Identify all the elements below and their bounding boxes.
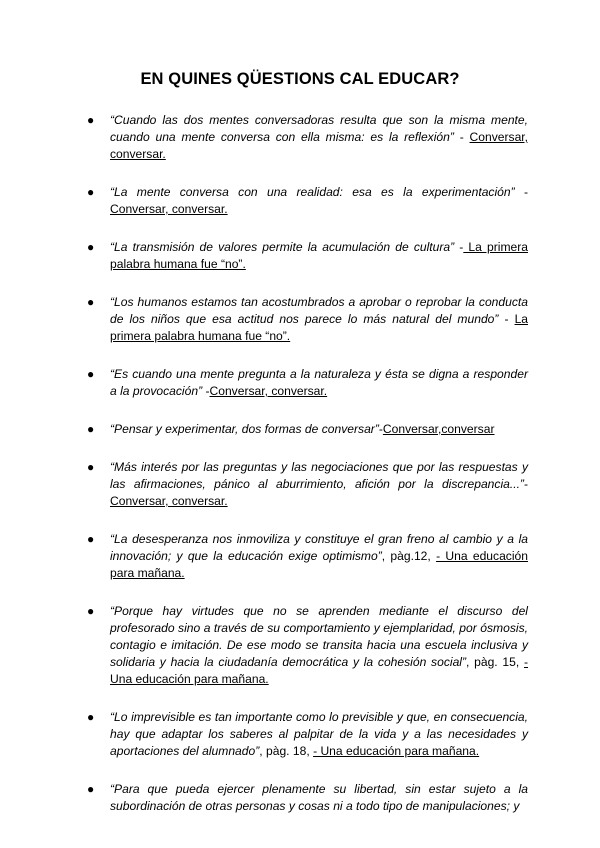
separator: , pàg. 18,	[259, 744, 314, 758]
quote-text: “La desesperanza nos inmoviliza y constituye el gran freno al cambio y a la innovación; y que la educación exige optimismo”	[110, 532, 528, 563]
separator: -	[498, 312, 515, 326]
source-reference: - Una educación para mañana.	[313, 744, 480, 758]
list-item	[87, 531, 528, 582]
separator: , pàg.12,	[381, 549, 437, 563]
list-item	[87, 239, 529, 273]
bullet-icon: ●	[87, 710, 95, 724]
quote-text: “Pensar y experimentar, dos formas de conversar”	[110, 422, 379, 436]
separator: -	[202, 384, 210, 398]
separator: -	[514, 185, 528, 199]
separator: , pàg. 15,	[466, 655, 524, 669]
quote-text: “La transmisión de valores permite la acumulación de cultura”	[110, 240, 455, 254]
bullet-icon: ●	[87, 185, 95, 199]
list-item	[87, 781, 528, 815]
bullet-icon: ●	[87, 240, 95, 254]
separator: -	[454, 240, 464, 254]
bullet-icon: ●	[87, 532, 95, 546]
quote-text: “Lo imprevisible es tan importante como lo previsible y que, en consecuencia, hay que adaptar los saberes al palpitar de la vida y a las necesidades y aportaciones del alumnado”	[110, 710, 528, 758]
separator: -	[523, 477, 528, 491]
source-reference: Conversar, conversar.	[209, 384, 328, 398]
separator: -	[453, 130, 470, 144]
quote-text: “Para que pueda ejercer plenamente su libertad, sin estar sujeto a la subordinación de otras personas y cosas ni a todo tipo de manipulaciones; y	[110, 782, 528, 813]
bullet-icon: ●	[87, 367, 95, 381]
bullet-icon: ●	[87, 295, 95, 309]
quote-text: “Cuando las dos mentes conversadoras resulta que son la misma mente, cuando una mente conversa con ella misma: es la reflexión”	[110, 113, 528, 144]
quote-text: “Más interés por las preguntas y las negociaciones que por las respuestas y las afirmaciones, pánico al aburrimiento, afición por la discrepancia...”	[110, 460, 528, 491]
list-item	[87, 294, 529, 345]
source-reference: Conversar, conversar.	[110, 202, 228, 216]
bullet-icon: ●	[87, 782, 95, 796]
list-item	[87, 459, 528, 510]
quote-text: “Porque hay virtudes que no se aprenden mediante el discurso del profesorado sino a través de su comportamiento y ejemplaridad, por ósmosis, contagio e imitación. De ese modo se transita hacia una escuela inclusiva y solidaria y hacia la ciudadanía democrática y la cohesión social”	[110, 604, 528, 669]
quote-text: “Los humanos estamos tan acostumbrados a aprobar o reprobar la conducta de los niños que esa actitud nos parece lo más natural del mundo”	[110, 295, 528, 326]
list-item	[87, 709, 528, 760]
bullet-icon: ●	[87, 460, 95, 474]
bullet-icon: ●	[87, 604, 95, 618]
quote-text: “Es cuando una mente pregunta a la naturaleza y ésta se digna a responder a la provocación”	[110, 367, 528, 398]
source-reference: Conversar, conversar.	[110, 494, 228, 508]
page-title: EN QUINES QÜESTIONS CAL EDUCAR?	[140, 70, 460, 88]
bullet-icon: ●	[87, 422, 95, 436]
list-item	[87, 366, 528, 400]
source-reference: - Una educación para mañana.	[110, 549, 528, 580]
quote-list	[0, 112, 600, 836]
bullet-icon: ●	[87, 113, 95, 127]
source-reference: La primera palabra humana fue “no”.	[110, 312, 529, 343]
separator: -	[378, 422, 383, 436]
quote-text: “La mente conversa con una realidad: esa es la experimentación”	[110, 185, 515, 199]
list-item	[87, 112, 529, 163]
source-reference: Conversar,conversar	[382, 422, 495, 436]
list-item	[87, 603, 529, 688]
list-item	[87, 184, 528, 218]
source-reference: La primera palabra humana fue “no”.	[110, 240, 529, 271]
source-reference: Conversar, conversar.	[110, 130, 529, 161]
source-reference: - Una educación para mañana.	[110, 655, 529, 686]
list-item	[87, 421, 528, 438]
